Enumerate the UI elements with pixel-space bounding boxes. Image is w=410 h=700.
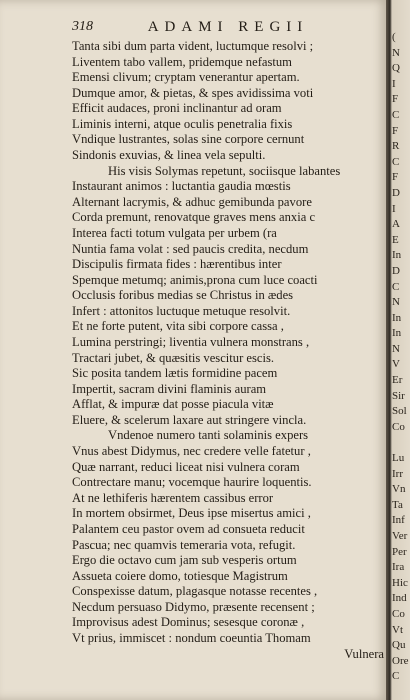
facing-page-letter: In [392,249,402,262]
text-line: Vndenoe numero tanti solaminis expers [108,428,309,443]
running-head: ADAMI REGII [147,19,309,35]
text-line: Et ne forte putent, vita sibi corpore cassa , [72,319,284,334]
facing-page-letter: I [392,202,396,215]
text-line: Impertit, sacram divini flaminis auram [72,381,267,396]
facing-page-letter: Inf [392,514,405,527]
text-line: Quæ narrant, reduci liceat nisi vulnera coram [72,459,300,474]
text-line: Conspexisse datum, plagasque notasse recentes , [72,584,318,599]
facing-page-letter: Per [392,545,407,558]
text-line: Interea facti totum vulgata per urbem (ra [72,225,277,240]
text-line: Nuntia fama volat : sed paucis credita, necdum [72,241,309,256]
facing-page-letter: Ver [392,530,408,542]
facing-page-letter: Ore [392,654,409,667]
text-line: Vnus abest Didymus, nec credere velle fatetur , [72,444,311,459]
facing-page-letter: Vt [392,623,403,636]
facing-page-letter: Q [392,62,400,75]
facing-page-letter: Vn [392,483,406,496]
text-line: Dumque amor, & pietas, & spes avidissima voti [72,85,314,100]
facing-page-letter: D [392,186,400,199]
facing-page-letter: F [392,171,399,184]
facing-page-letters [392,30,410,685]
text-line: Pascua; nec quamvis temeraria vota, refugit. [72,537,296,552]
text-line: Occlusis foribus medias se Christus in ædes [72,288,294,303]
text-line: Ergo die octavo cum jam sub vesperis ortum [72,553,297,568]
text-line: Necdum persuaso Didymo, præsente recensent ; [72,599,315,614]
text-line: Liventem tabo vallem, pridemque nefastum [72,54,292,69]
facing-page-letter: Hic [392,576,408,589]
text-line: Assueta coiere domo, totiesque Magistrum [72,568,288,583]
poem-text [72,39,384,662]
facing-page-letter: F [392,124,399,137]
text-line: Improvisus adest Dominus; sesesque coronæ , [72,615,305,630]
facing-page-letter: Qu [392,639,406,652]
text-line: Vt prius, immiscet : nondum coeuntia Thomam [72,630,311,645]
facing-page-letter: N [392,342,400,355]
facing-page-letter: In [392,327,402,340]
facing-page-letter: V [392,358,400,371]
facing-page-letter: C [392,108,400,121]
text-line: Contrectare manu; vocemque haurire loquentis. [72,475,312,490]
text-line: Sic posita tandem lætis formidine pacem [72,366,278,381]
text-line: Afflat, & impuræ dat posse piacula vitæ [72,397,274,412]
text-line: His visis Solymas repetunt, sociisque labantes [108,163,341,178]
facing-page-letter: I [392,77,396,90]
facing-page-letter: E [392,233,399,246]
facing-page-letter: A [392,218,400,231]
facing-page-letter: Irr [392,467,403,480]
text-line: Infert : attonitos luctuque metuque resolvit. [72,303,291,318]
facing-page-letter: N [392,296,400,309]
facing-page-letter: R [392,140,400,153]
facing-page-letter: D [392,264,400,277]
facing-page-letter: F [392,93,399,106]
facing-page-letter [392,435,410,451]
facing-page-letter: Ta [392,498,403,511]
text-line: Eluere, & scelerum laxare aut stringere vincla. [72,412,307,427]
facing-page-letter: Lu [392,452,405,465]
text-line: Instaurant animos : luctantia gaudia mœstis [72,179,291,194]
facing-page-letter: Ira [392,561,405,574]
page-number: 318 [72,19,93,34]
text-line: Tractari jubet, & quæsitis vescitur escis. [72,350,275,365]
facing-page-letter: ( [392,31,396,43]
facing-page-letter: Co [392,420,405,433]
text-line: Sindonis exuvias, & linea vela sepulti. [72,148,266,163]
text-line: Discipulis firmata fides : hærentibus inter [72,257,282,272]
facing-page-letter: In [392,311,402,324]
facing-page-letter: Er [392,374,403,387]
text-line: At ne lethiferis hærentem cassibus error [72,490,274,505]
text-line: Palantem ceu pastor ovem ad consueta reducit [72,521,305,536]
text-line: Corda premunt, renovatque graves mens anxia c [72,210,316,225]
facing-page-letter: C [392,670,400,683]
text-line: Spemque metumq; animis,prona cum luce coacti [72,272,318,287]
text-line: Vulnera [344,646,384,661]
text-line: Lumina perstringi; liventia vulnera monstrans , [72,334,310,349]
text-line: Tanta sibi dum parta vident, luctumque resolvi ; [72,39,314,53]
facing-page-letter: Ind [392,592,407,605]
facing-page-edge [386,0,410,700]
facing-page-letter: Co [392,607,405,620]
facing-page-letter: Sir [392,389,405,402]
text-line: Vndique lustrantes, solas sine corpore cernunt [72,132,305,147]
facing-page-letter: N [392,46,400,59]
text-line: Liminis interni, atque oculis penetralia fixis [72,116,293,131]
text-line: Alternant lacrymis, & adhuc gemibunda pavore [72,194,312,209]
facing-page-letter: C [392,280,400,293]
text-line: Efficit audaces, proni inclinantur ad oram [72,101,282,116]
text-line: In mortem obsirmet, Deus ipse misertus amici , [72,506,311,521]
facing-page-letter: Sol [392,405,407,418]
facing-page-letter: C [392,155,400,168]
page-header [72,19,358,39]
text-line: Emensi clivum; cryptam venerantur apertam. [72,70,300,85]
